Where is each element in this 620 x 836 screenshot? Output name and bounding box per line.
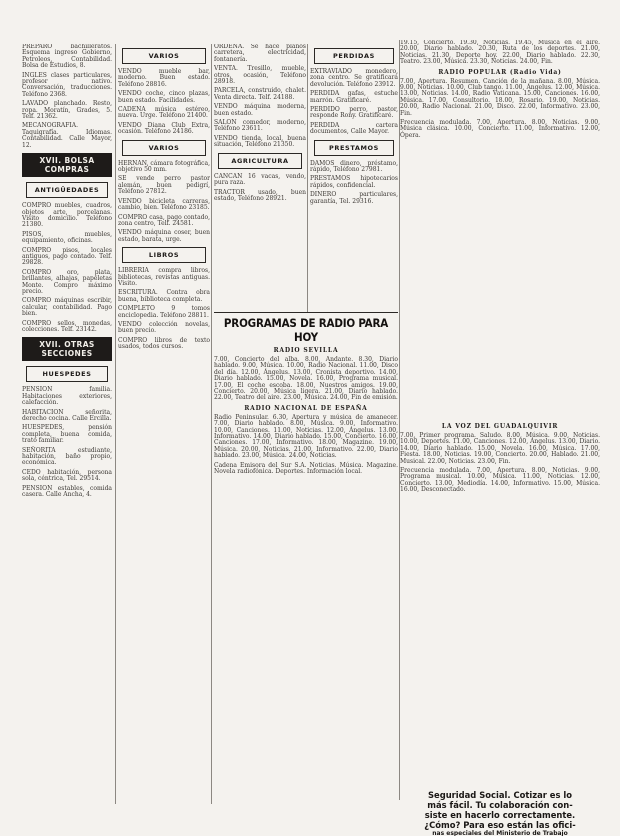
- classified-ad: MECANOGRAFIA. Taquigrafía. Idiomas. Contabilidad. Calle Mayor, 12.: [22, 122, 112, 149]
- classified-ad: VENDO Diana Club Extra, ocasión. Teléfono 24186.: [118, 121, 210, 136]
- classified-ad: VENDO mueble bar, moderno. Buen estado. Teléfono 28816.: [118, 68, 210, 88]
- classified-ad: PENSION familia. Habitaciones exteriores, calefacción.: [22, 386, 112, 407]
- station-schedule: 7.00, Concierto del alba. 8.00, Andante. 8.30, Diario hablado. 9.00, Música. 10.00, Radio Nacional. 11.00, Disco del día. 12.00, Ángelus. 13.00, Cronista deportivo. 14.00, Diario hablado. 15.00, Novela. 16.00, Programa musical. 17.00, El coche escoba. 18.00, Nuestros amigos. 19.00, Concierto. 20.00, Música ligera. 21.00, Diario hablado. 22.00, Teatro del aire. 23.00, Música. 24.00, Fin de emisión.: [214, 356, 398, 402]
- classified-ad: PRESTAMOS hipotecarios rápidos, confidencial.: [310, 175, 398, 189]
- advert-line: siste en hacerlo correctamente.: [424, 810, 576, 820]
- section-heading-antiguedades: ANTIGÜEDADES: [26, 182, 108, 198]
- radio-column-upper: [400, 40, 600, 416]
- classified-ad: CADENA música estéreo, nueva. Urge. Teléfono 21400.: [118, 106, 210, 120]
- classified-ad: PARCELA, construido, chalet. Venta directa. Telf. 24188.: [214, 87, 306, 101]
- section-heading-varios-2: VARIOS: [122, 140, 206, 156]
- station-heading: RADIO SEVILLA: [273, 347, 339, 354]
- station-schedule: Cadena Emisora del Sur S.A. Noticias. Música. Magazine. Novela radiofónica. Deportes. Información local.: [214, 461, 398, 476]
- classified-ad: TRACTOR usado, buen estado, Teléfono 28921.: [214, 188, 306, 202]
- classified-ad: VENDO colección novelas, buen precio.: [118, 320, 210, 335]
- classified-ad: SE vende perro pastor alemán, buen pedigrí, Teléfono 27812.: [118, 175, 210, 196]
- classified-ad: COMPLETO 9 tomos enciclopedia. Teléfono 28811.: [118, 305, 210, 319]
- classified-ad: PERDIDA cartera documentos, Calle Mayor.: [310, 121, 398, 136]
- classified-ad: COMPRO libros de texto usados, todos cursos.: [118, 336, 210, 351]
- classified-ad: DAMOS dinero, préstamo, rápido, Teléfono 27981.: [310, 159, 398, 174]
- classified-ad: CANCAN 16 vacas, vendo, pura raza.: [214, 172, 306, 187]
- section-heading-libros: LIBROS: [122, 247, 206, 263]
- classified-ad: COMPRO oro, plata, brillantes, alhajas, papeletas Monte. Compro máximo precio.: [22, 268, 112, 295]
- classified-ad: ESCRITURA. Contra obra buena, biblioteca completa.: [118, 289, 210, 303]
- advert-line: ¿Cómo? Para eso están las ofici-: [424, 820, 576, 830]
- classified-ad: HERNAN, cámara fotográfica, objetivo 50 mm.: [118, 159, 210, 174]
- classified-ad: PREPARO bachilleratos. Esquema ingreso Gobierno, Petroleos, Contabilidad. Bolsa de Estudios, 8.: [22, 44, 112, 70]
- classifieds-column-4: [310, 44, 398, 334]
- column-rule: [307, 44, 308, 312]
- classifieds-column-3: [214, 44, 306, 344]
- station-heading-voz-guadalquivir: LA VOZ DEL GUADALQUIVIR: [441, 423, 559, 430]
- classified-ad: COMPRO casa, pago contado, zona centro, Telf. 24581.: [118, 213, 210, 227]
- column-rule: [211, 44, 212, 804]
- classified-ad: VENDO tienda, local, buena situación, Teléfono 21350.: [214, 134, 306, 149]
- classified-ad: EXTRAVIADO monedero, zona centro. Se gratificará devolución. Teléfono 23912.: [310, 68, 398, 88]
- station-schedule: 19.15, Concierto. 19.30, Noticias. 19.45, Música en el aire. 20.00, Diario hablado. 20.30, Ruta de los deportes. 21.00, Noticias. 21.30, Deporte hoy. 22.00, Diario hablado. 22.30, Teatro. 23.00, Música. 23.30, Noticias. 24.00, Fin.: [400, 40, 600, 66]
- radio-column-lower: [400, 420, 600, 786]
- station-schedule: Frecuencia modulada. 7.00, Apertura. 8.00, Noticias. 9.00, Programa musical. 10.00, Música. 11.00, Noticias. 12.00, Concierto. 13.00, Mediodía. 14.00, Informativo. 15.00, Música. 16.00, Desconectado.: [400, 467, 600, 494]
- section-heading-varios: VARIOS: [122, 48, 206, 64]
- radio-programs-section: [214, 312, 398, 820]
- classified-ad: VENTA. Tresillo, mueble, otros, ocasión, Teléfono 28918.: [214, 65, 306, 86]
- section-bar-otras-secciones: XVII. OTRAS SECCIONES: [22, 337, 112, 361]
- classified-ad: SEÑORITA estudiante, habitación, baño propio, económica.: [22, 446, 112, 467]
- section-heading-agricultura: AGRICULTURA: [218, 153, 302, 169]
- classified-ad: LAVADO planchado. Resto, ropa. Moratín, Grades, 5. Telf. 21362.: [22, 100, 112, 121]
- classified-ad: COMPRO pisos, locales antiguos, pago contado. Telf. 29828.: [22, 246, 112, 267]
- classified-ad: HABITACION señorita, derecho cocina. Calle Ercilla.: [22, 408, 112, 423]
- classifieds-column-1: [22, 44, 112, 804]
- classified-ad: VENDO bicicleta carreras, cambio, bien. Teléfono 23185.: [118, 197, 210, 212]
- classified-ad: HUESPEDES, pensión completa, buena comida, trato familiar.: [22, 424, 112, 445]
- classified-ad: LIBRERIA compra libros, bibliotecas, revistas antiguas. Visito.: [118, 267, 210, 287]
- classified-ad: VENDO coche, cinco plazas, buen estado. Facilidades.: [118, 90, 210, 104]
- section-heading-huespedes: HUESPEDES: [26, 366, 108, 382]
- station-schedule: 7.00, Apertura. Resumen. Canción de la mañana. 8.00, Música. 9.00, Noticias. 10.00, Club tango. 11.00, Ángelus. 12.00, Música. 13.00, Noticias. 14.00, Radio Vaticana. 15.00, Canciones. 16.00, Música. 17.00, Consultorio. 18.00, Rosario. 19.00, Noticias. 20.00, Radio Nacional. 21.00, Disco. 22.00, Informativo. 23.00, Fin.: [400, 77, 600, 117]
- classified-ad: VENDO máquina moderna, buen estado.: [214, 103, 306, 117]
- advert-line: nas especiales del Ministerio: [432, 830, 531, 836]
- classified-ad: INGLES clases particulares, profesor nativo. Conversación, traducciones. Teléfono 2368.: [22, 71, 112, 98]
- classified-ad: PERDIDA gafas, estuche marrón. Gratificaré.: [310, 90, 398, 104]
- advert-line: Seguridad Social. Cotizar es lo: [427, 790, 573, 800]
- section-bar-bolsa-compras: XVII. BOLSA COMPRAS: [22, 153, 112, 177]
- classified-ad: COMPRO máquinas escribir, calcular, contabilidad. Pago bien.: [22, 297, 112, 318]
- classified-ad: VENDO máquina coser, buen estado, barata, urge.: [118, 229, 210, 243]
- classified-ad: SALON comedor, moderno, Teléfono 23611.: [214, 119, 306, 133]
- classifieds-column-2: [118, 44, 210, 804]
- advert-line: más fácil. Tu colaboración con-: [427, 800, 573, 810]
- advert-line: de Trabajo: [532, 830, 568, 836]
- radio-programs-title: PROGRAMAS DE RADIO PARA HOY: [214, 312, 398, 344]
- advert-tail: [402, 830, 598, 836]
- classified-ad: CEDO habitación, persona sola, céntrica, Tel. 29514.: [22, 468, 112, 483]
- classified-ad: PERDIDO perro, pastor, responde Rony. Gratificaré.: [310, 106, 398, 120]
- classified-ad: DINERO particulares, garantía, Tel. 29316.: [310, 191, 398, 205]
- classified-ad: COMPRO sellos, monedas, colecciones. Telf. 23142.: [22, 319, 112, 333]
- station-schedule: Radio Peninsular. 6.30, Apertura y música de amanecer. 7.00, Diario hablado. 8.00, Música. 9.00, Informativo. 10.00, Canciones. 11.00, Noticias. 12.00, Ángelus. 13.00, Informativo. 14.00, Diario hablado. 15.00, Concierto. 16.00, Canciones. 17.00, Informativo. 18.00, Magazine. 19.00, Música. 20.00, Noticias. 21.00, Informativo. 22.00, Diario hablado. 23.00, Música. 24.00, Noticias.: [214, 413, 398, 460]
- classified-ad: PENSION estables, comida casera. Calle Ancha, 4.: [22, 484, 112, 499]
- station-heading: RADIO NACIONAL DE ESPAÑA: [244, 404, 368, 412]
- section-heading-perdidas: PERDIDAS: [314, 48, 394, 64]
- section-heading-prestamos: PRESTAMOS: [314, 140, 394, 156]
- station-schedule: Frecuencia modulada. 7.00, Apertura. 8.00, Noticias. 9.00, Música clásica. 10.00, Concierto. 11.00, Informativo. 12.00, Ópera.: [400, 119, 600, 139]
- station-heading-radio-popular: RADIO POPULAR (Radio Vida): [438, 68, 562, 76]
- column-rule: [115, 44, 116, 804]
- classified-ad: ORDENA. Se hace planos carretera, electricidad, fontanería.: [214, 44, 306, 63]
- classified-ad: COMPRO muebles, cuadros, objetos arte, porcelanas. Visito domicilio. Teléfono 21380.: [22, 202, 112, 229]
- station-schedule: 7.00, Primer programa. Saludo. 8.00, Música. 9.00, Noticias. 10.00, Deportes. 11.00, Canciones. 12.00, Ángelus. 13.00, Diario. 14.00, Diario hablado. 15.00, Novela. 16.00, Música. 17.00, Fiesta. 18.00, Noticias. 19.00, Concierto. 20.00, Hablado. 21.00, Musical. 22.00, Noticias. 23.00, Fin.: [400, 432, 600, 465]
- classified-ad: PISOS, muebles, equipamiento, oficinas.: [22, 230, 112, 245]
